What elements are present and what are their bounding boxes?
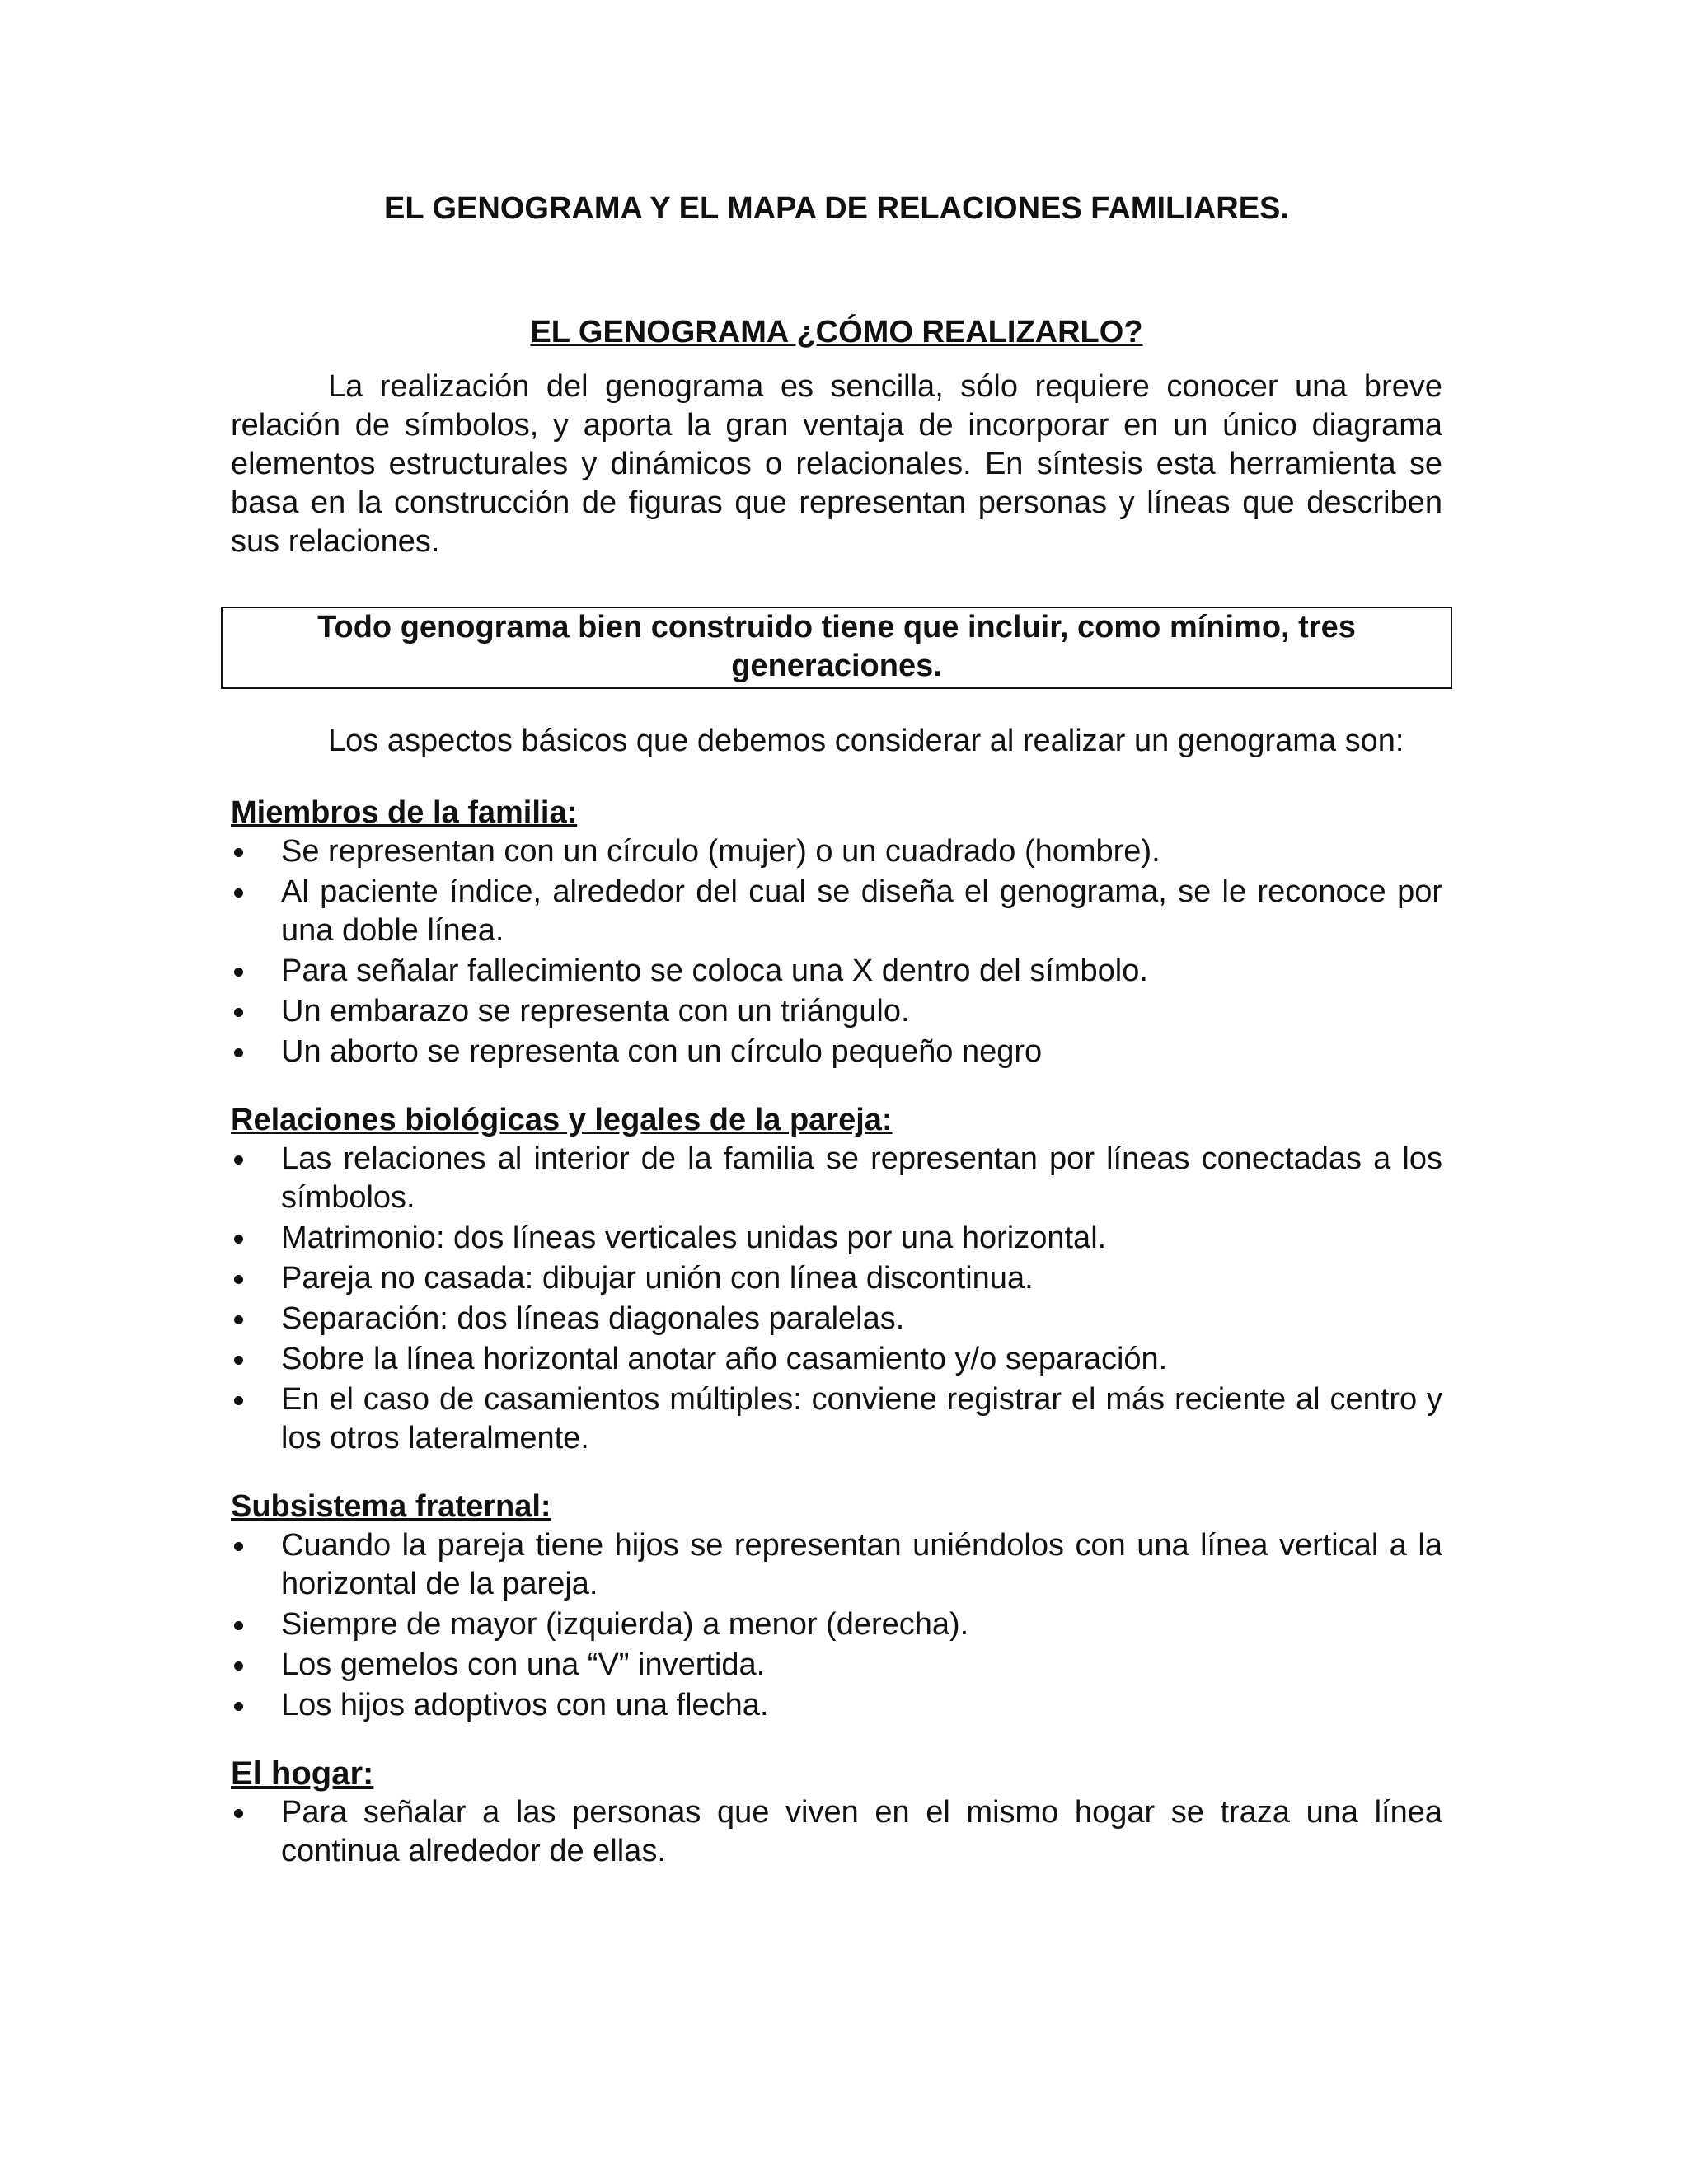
- callout-box: Todo genograma bien construido tiene que incluir, como mínimo, tres generaciones.: [221, 607, 1452, 689]
- list-item: [231, 1140, 1442, 1217]
- list-item-text: Para señalar a las personas que viven en el mismo hogar se traza una línea continua alrededor de ellas.: [281, 1795, 1442, 1868]
- list-item: [231, 832, 1442, 871]
- list-item-text: Cuando la pareja tiene hijos se representan uniéndolos con una línea vertical a la horizontal de la pareja.: [281, 1528, 1442, 1601]
- aspects-paragraph: Los aspectos básicos que debemos considerar al realizar un genograma son:: [328, 724, 1404, 758]
- bullet-icon: [234, 1396, 243, 1405]
- list-item-text: Siempre de mayor (izquierda) a menor (derecha).: [281, 1607, 969, 1642]
- bullet-list-fraternal: [231, 1526, 1442, 1725]
- bullet-icon: [234, 1315, 243, 1324]
- list-item-text: Matrimonio: dos líneas verticales unidas por una horizontal.: [281, 1221, 1107, 1255]
- document-content: [231, 190, 1442, 1872]
- bullet-icon: [234, 1008, 243, 1017]
- list-item: [231, 1033, 1442, 1071]
- list-item: [231, 1300, 1442, 1338]
- bullet-icon: [234, 1661, 243, 1671]
- list-item: [231, 1646, 1442, 1685]
- list-item-text: Los gemelos con una “V” invertida.: [281, 1647, 766, 1682]
- list-item: [231, 1526, 1442, 1604]
- intro-paragraph: La realización del genograma es sencilla, sólo requiere conocer una breve relación de símbolos, y aporta la gran ventaja de incorporar en un único diagrama elementos estructurales y dinámicos o relacionales. En síntesis esta herramienta se basa en la construcción de figuras que representan personas y líneas que describen sus relaciones.: [231, 369, 1442, 559]
- bullet-icon: [234, 1809, 243, 1818]
- section-title: EL GENOGRAMA ¿CÓMO REALIZARLO?: [530, 315, 1143, 349]
- bullet-icon: [234, 1621, 243, 1630]
- bullet-icon: [234, 1235, 243, 1244]
- bullet-icon: [234, 1155, 243, 1165]
- bullet-list-hogar: [231, 1793, 1442, 1871]
- list-item-text: Los hijos adoptivos con una flecha.: [281, 1688, 769, 1722]
- list-item-text: Un aborto se representa con un círculo pequeño negro: [281, 1034, 1043, 1069]
- list-item-text: Separación: dos líneas diagonales paralelas.: [281, 1301, 905, 1336]
- list-item-text: Pareja no casada: dibujar unión con línea discontinua.: [281, 1261, 1034, 1296]
- list-item-text: Las relaciones al interior de la familia se representan por líneas conectadas a los símbolos.: [281, 1141, 1442, 1215]
- list-item-text: En el caso de casamientos múltiples: conviene registrar el más reciente al centro y los otros lateralmente.: [281, 1382, 1442, 1455]
- section-heading-relaciones: Relaciones biológicas y legales de la pareja:: [231, 1103, 893, 1137]
- list-item-text: Se representan con un círculo (mujer) o un cuadrado (hombre).: [281, 834, 1160, 869]
- list-item-text: Sobre la línea horizontal anotar año casamiento y/o separación.: [281, 1342, 1168, 1376]
- list-item-text: Un embarazo se representa con un triángulo.: [281, 994, 910, 1029]
- list-item-text: Para señalar fallecimiento se coloca una X dentro del símbolo.: [281, 954, 1148, 988]
- list-item: [231, 1605, 1442, 1644]
- bullet-icon: [234, 1048, 243, 1057]
- list-item: [231, 1259, 1442, 1298]
- bullet-icon: [234, 1275, 243, 1284]
- list-item: [231, 992, 1442, 1031]
- list-item: [231, 873, 1442, 950]
- bullet-icon: [234, 848, 243, 857]
- section-heading-hogar: El hogar:: [231, 1755, 374, 1792]
- bullet-list-miembros: [231, 832, 1442, 1071]
- bullet-icon: [234, 968, 243, 977]
- section-heading-miembros: Miembros de la familia:: [231, 795, 578, 830]
- list-item: [231, 1686, 1442, 1725]
- bullet-list-relaciones: [231, 1140, 1442, 1458]
- bullet-icon: [234, 1702, 243, 1711]
- list-item: [231, 952, 1442, 991]
- list-item: [231, 1793, 1442, 1871]
- section-heading-fraternal: Subsistema fraternal:: [231, 1489, 551, 1524]
- document-title: EL GENOGRAMA Y EL MAPA DE RELACIONES FAMILIARES.: [384, 191, 1289, 226]
- bullet-icon: [234, 888, 243, 898]
- list-item: [231, 1219, 1442, 1258]
- bullet-icon: [234, 1542, 243, 1551]
- list-item: [231, 1380, 1442, 1458]
- list-item: [231, 1340, 1442, 1379]
- list-item-text: Al paciente índice, alrededor del cual se diseña el genograma, se le reconoce por una doble línea.: [281, 874, 1442, 948]
- bullet-icon: [234, 1356, 243, 1365]
